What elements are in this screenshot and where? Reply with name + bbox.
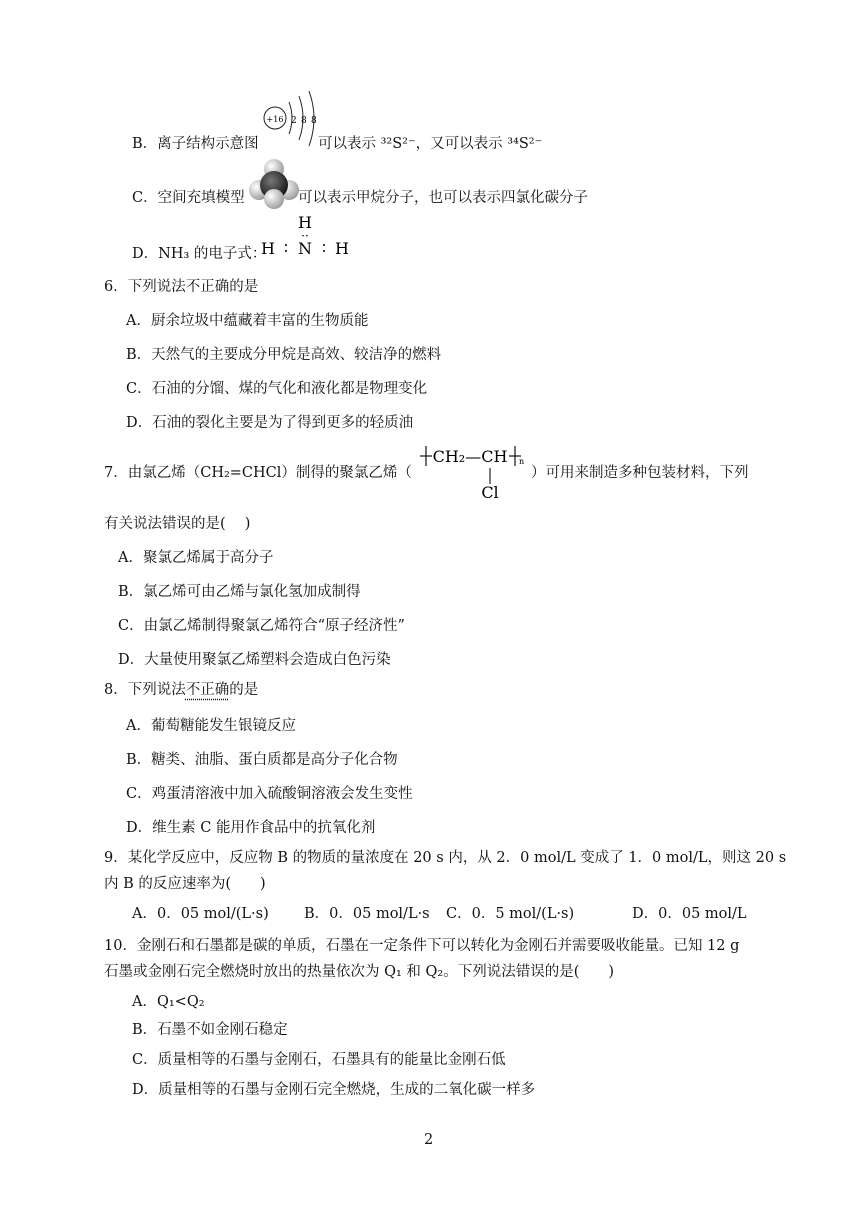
q10-stem-line1: 10．金刚石和石墨都是碳的单质，石墨在一定条件下可以转化为金刚石并需要吸收能量。已知 12 g xyxy=(104,938,740,954)
q8-option-c: C．鸡蛋清溶液中加入硫酸铜溶液会发生变性 xyxy=(126,786,413,802)
q9-option-a: A．0．05 mol/(L·s) xyxy=(132,906,269,922)
svg-text:H: H xyxy=(261,239,275,258)
q6-option-c: C．石油的分馏、煤的气化和液化都是物理变化 xyxy=(126,381,428,397)
q10-option-a: A．Q₁<Q₂ xyxy=(132,994,205,1010)
q8-option-a: A．葡萄糖能发生银镜反应 xyxy=(126,718,296,734)
q6-option-d: D．石油的裂化主要是为了得到更多的轻质油 xyxy=(126,415,414,431)
q7-stem-part2: ）可用来制造多种包装材料，下列 xyxy=(531,465,749,481)
svg-text:··: ·· xyxy=(301,229,309,243)
q5-option-d: D．NH₃ 的电子式： xyxy=(132,246,267,262)
space-filling-model-image xyxy=(248,158,300,210)
svg-text:N: N xyxy=(298,239,312,258)
svg-text:+16: +16 xyxy=(266,115,284,124)
polyvinyl-chloride-structural-formula xyxy=(418,440,530,502)
q8-option-d: D．维生素 C 能用作食品中的抗氧化剂 xyxy=(126,820,376,836)
svg-text:n: n xyxy=(519,457,525,466)
svg-text:∶: ∶ xyxy=(284,239,288,257)
svg-text:H: H xyxy=(298,213,312,232)
q8-emphasis: 不正确 xyxy=(185,682,230,698)
q5-option-b-suffix: 可以表示 ³²S²⁻，又可以表示 ³⁴S²⁻ xyxy=(318,136,543,152)
page-number: 2 xyxy=(424,1132,434,1148)
q9-option-d: D．0．05 mol/L xyxy=(632,906,747,922)
svg-text:Cl: Cl xyxy=(481,483,499,502)
q10-stem-line2: 石墨或金刚石完全燃烧时放出的热量依次为 Q₁ 和 Q₂。下列说法错误的是( ) xyxy=(104,964,615,980)
q6-stem: 6．下列说法不正确的是 xyxy=(104,279,259,295)
q6-option-b: B．天然气的主要成分甲烷是高效、较洁净的燃料 xyxy=(126,347,442,363)
svg-text:2: 2 xyxy=(291,116,297,126)
q5-option-c-suffix: 可以表示甲烷分子，也可以表示四氯化碳分子 xyxy=(298,190,588,206)
q10-option-b: B．石墨不如金刚石稳定 xyxy=(132,1022,288,1038)
q10-option-c: C．质量相等的石墨与金刚石，石墨具有的能量比金刚石低 xyxy=(132,1052,506,1068)
q5-option-c: C．空间充填模型 xyxy=(132,190,245,206)
svg-text:CH₂—CH: CH₂—CH xyxy=(432,447,508,466)
q9-stem-line2: 内 B 的反应速率为( ) xyxy=(104,876,266,892)
q6-option-a: A．厨余垃圾中蕴藏着丰富的生物质能 xyxy=(126,313,369,329)
q9-option-c: C．0．5 mol/(L·s) xyxy=(446,906,575,922)
svg-text:H: H xyxy=(335,239,349,258)
q7-option-a: A．聚氯乙烯属于高分子 xyxy=(118,550,274,566)
q9-stem-line1: 9．某化学反应中，反应物 B 的物质的量浓度在 20 s 内，从 2．0 mol/L 变成了 1．0 mol/L，则这 20 s xyxy=(104,850,787,866)
q7-option-b: B．氯乙烯可由乙烯与氯化氢加成制得 xyxy=(118,584,361,600)
nh3-electron-formula xyxy=(258,210,352,260)
q8-option-b: B．糖类、油脂、蛋白质都是高分子化合物 xyxy=(126,752,398,768)
q8-stem: 8．下列说法不正确的是 xyxy=(104,682,259,698)
q5-option-b: B．离子结构示意图 xyxy=(132,136,259,152)
q7-stem-part3: 有关说法错误的是( ) xyxy=(104,516,251,532)
svg-text:∶: ∶ xyxy=(322,239,326,257)
q10-option-d: D．质量相等的石墨与金刚石完全燃烧，生成的二氧化碳一样多 xyxy=(132,1082,536,1098)
sulfur-ion-structure-diagram xyxy=(258,90,320,150)
q7-option-c: C．由氯乙烯制得聚氯乙烯符合“原子经济性” xyxy=(118,618,405,634)
svg-text:8: 8 xyxy=(301,116,307,126)
q9-option-b: B．0．05 mol/L·s xyxy=(304,906,430,922)
q7-option-d: D．大量使用聚氯乙烯塑料会造成白色污染 xyxy=(118,652,391,668)
svg-text:8: 8 xyxy=(311,116,317,126)
q7-stem-part1: 7．由氯乙烯（CH₂=CHCl）制得的聚氯乙烯（ xyxy=(104,465,412,481)
